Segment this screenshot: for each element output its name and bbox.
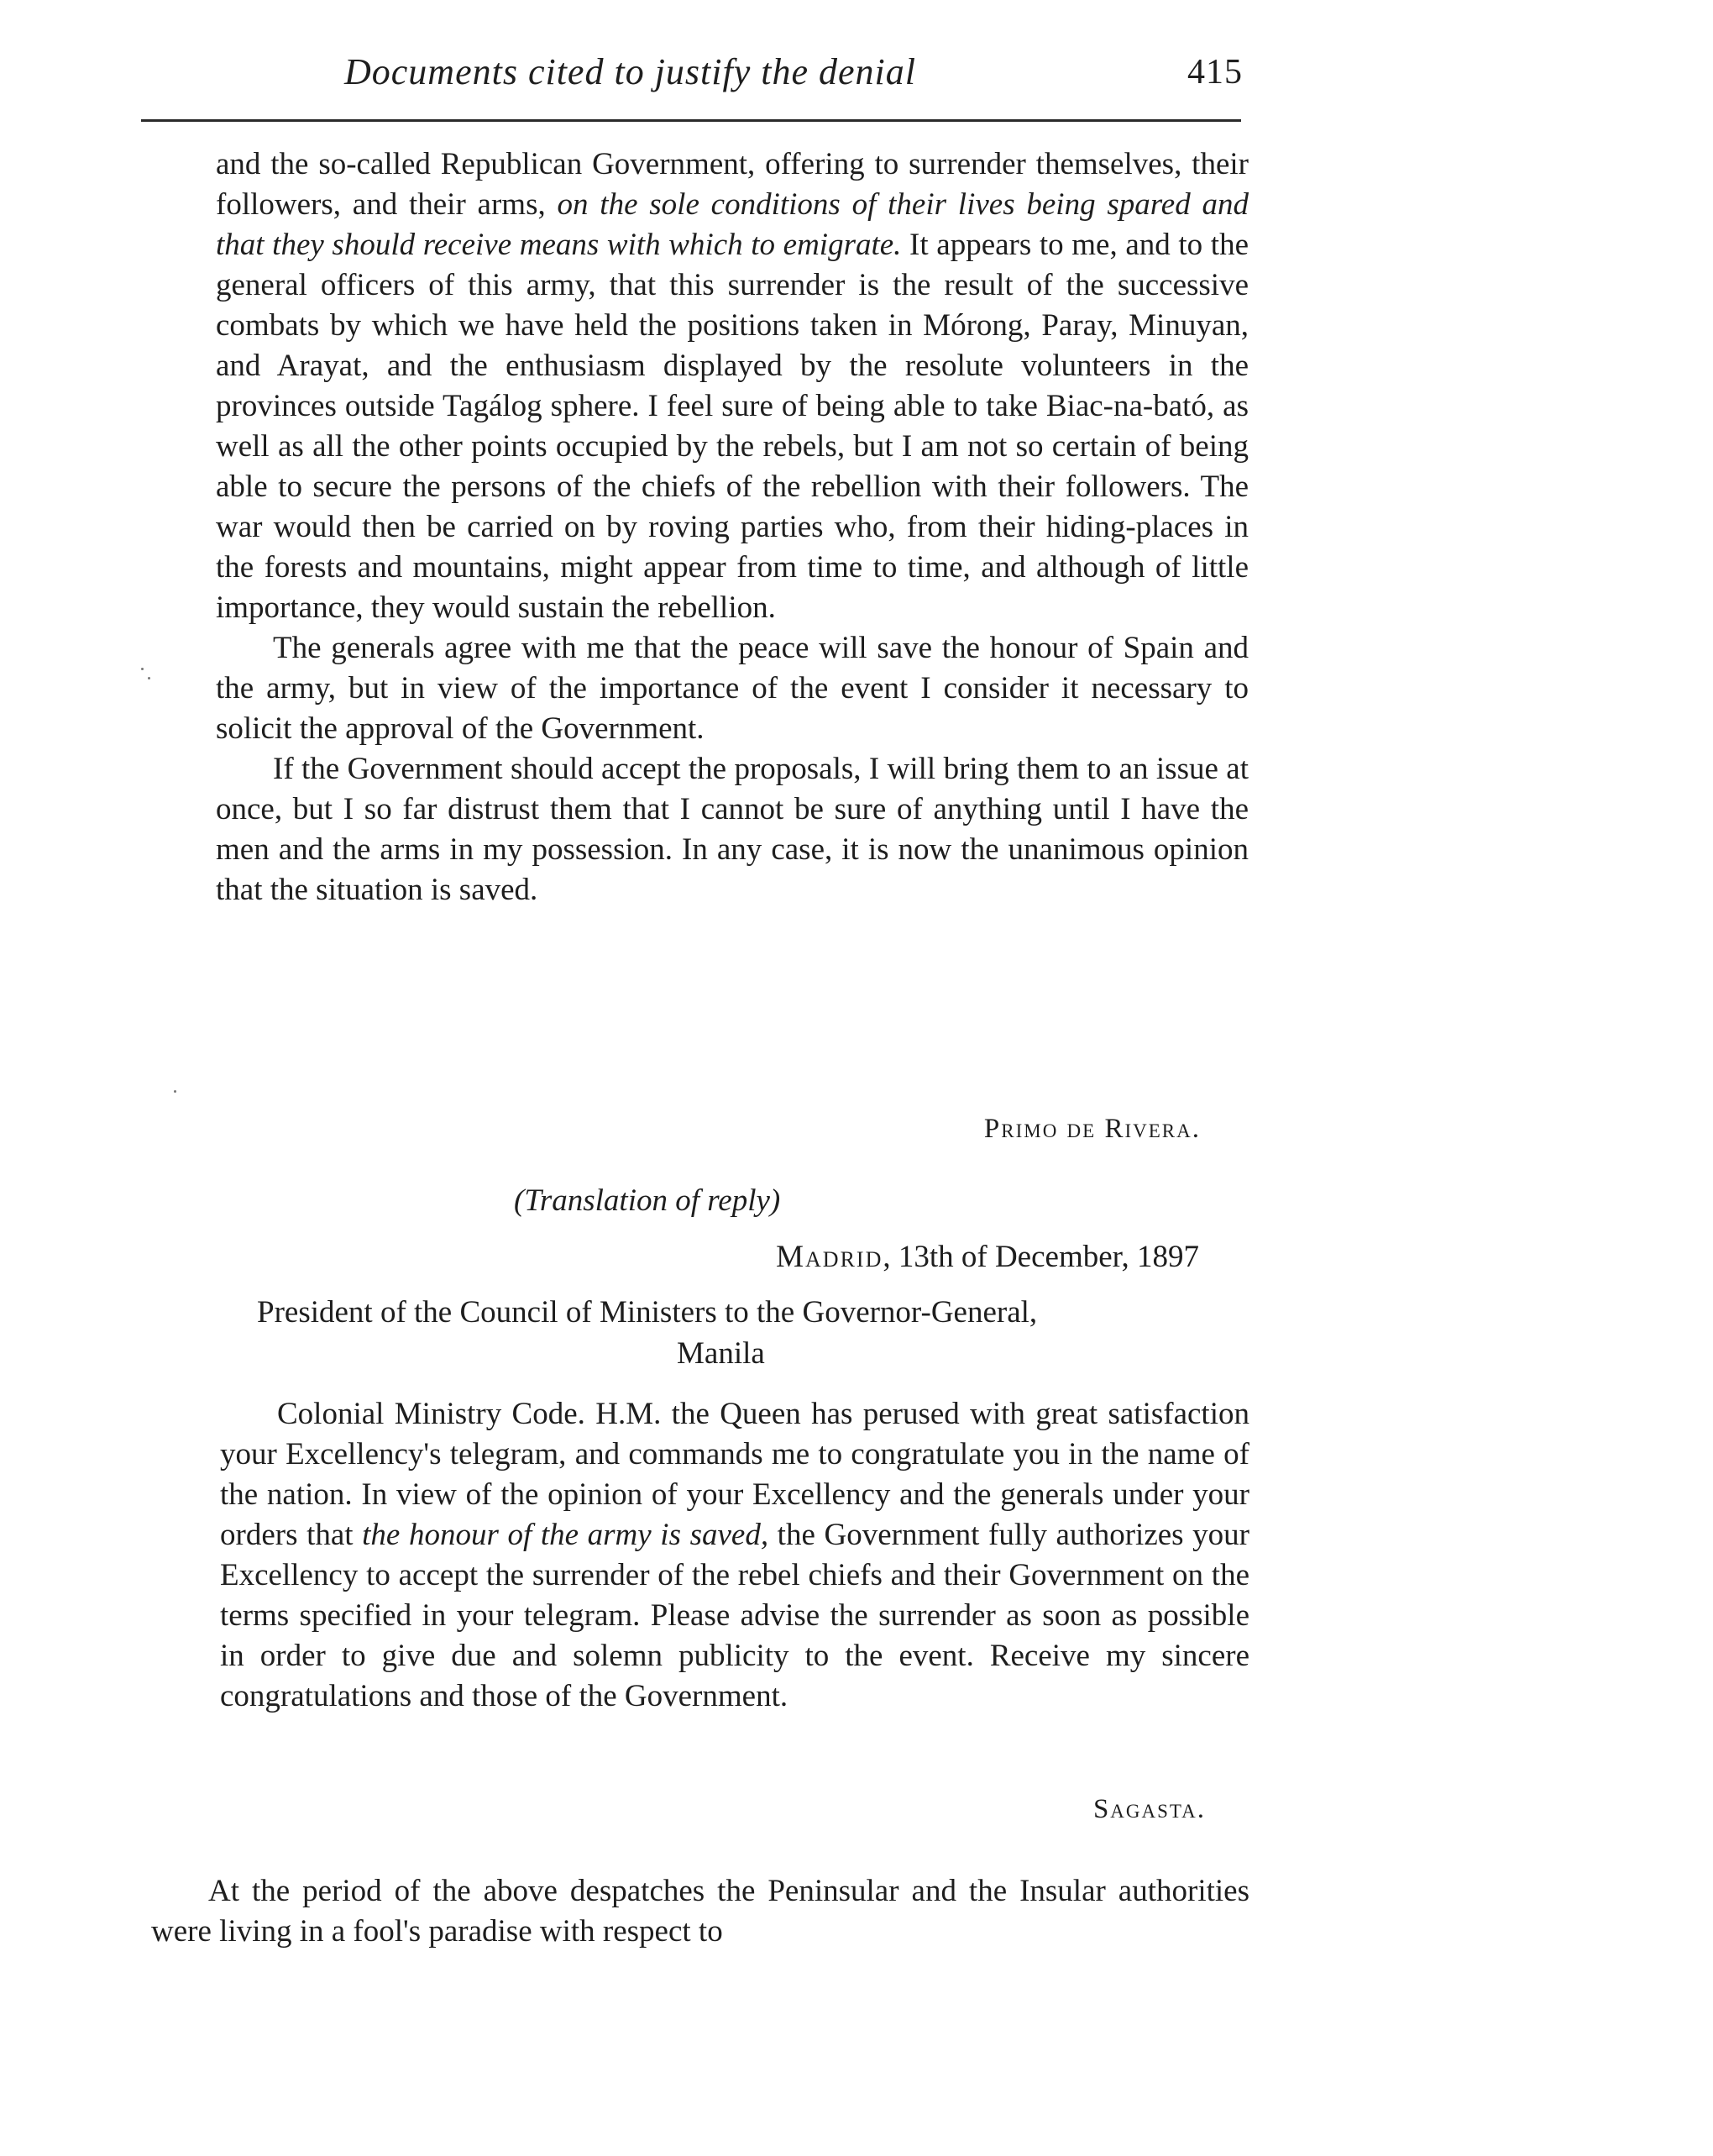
print-speck: [141, 668, 144, 670]
print-speck: [148, 677, 150, 679]
closing-paragraph: At the period of the above despatches the Peninsular and the Insular authorities were living in a fool's paradise with respect to: [151, 1874, 1249, 1949]
telegram-signature: Primo de Rivera.: [983, 1114, 1201, 1144]
running-header: [344, 50, 1243, 109]
reply-dateline: [776, 1239, 1199, 1275]
reply-signature: Sagasta.: [1092, 1794, 1206, 1824]
telegram-paragraph-2: The generals agree with me that the peace will save the honour of Spain and the army, but in view of the importance of the event I consider it necessary to solicit the approval of the Government.: [216, 631, 1249, 746]
telegram-emphasis: on the sole conditions of their lives being spared and that they should receive means with which to emigrate.: [216, 187, 1249, 262]
page-number: 415: [1187, 53, 1243, 92]
running-title: Documents cited to justify the denial: [344, 51, 916, 92]
reply-body: Colonial Ministry Code. H.M. the Queen has perused with great satisfaction your Excellency's telegram, and commands me to congratulate you in the name of the nation. In view of the opinion of your Excellency and the generals under your orders that the honour of the army is saved, the Government fully authorizes your Excellency to accept the surrender of the rebel chiefs and their Government on the terms specified in your telegram. Please advise the surrender as soon as possible in order to give due and solemn publicity to the event. Receive my sincere congratulations and those of the Government.: [220, 1397, 1249, 1713]
reply-place: Madrid: [776, 1240, 883, 1274]
header-rule: [141, 119, 1241, 122]
reply-date: , 13th of December, 1897: [883, 1240, 1199, 1274]
telegram-body: [216, 144, 1249, 910]
telegram-paragraph-3: If the Government should accept the proposals, I will bring them to an issue at once, but I so far distrust them that I cannot be sure of anything until I have the men and the arms in my possession. In any case, it is now the unanimous opinion that the situation is saved.: [216, 752, 1249, 907]
reply-emphasis: the honour of the army is saved,: [362, 1518, 769, 1552]
reply-address-line-2: Manila: [677, 1336, 765, 1371]
reply-address-line-1: President of the Council of Ministers to the Governor-General,: [257, 1295, 1038, 1330]
telegram-paragraph-1: and the so-called Republican Government, offering to surrender themselves, their followers, and their arms, on the sole conditions of their lives being spared and that they should receive means with which to emigrate. It appears to me, and to the general officers of this army, that this surrender is the result of the successive combats by which we have held the positions taken in Mórong, Paray, Minuyan, and Arayat, and the enthusiasm displayed by the resolute volunteers in the provinces outside Tagálog sphere. I feel sure of being able to take Biac-na-bató, as well as all the other points occupied by the rebels, but I am not so certain of being able to secure the persons of the chiefs of the rebellion with their followers. The war would then be carried on by roving parties who, from their hiding-places in the forests and mountains, might appear from time to time, and although of little importance, they would sustain the rebellion.: [216, 147, 1249, 625]
reply-heading: (Translation of reply): [514, 1183, 781, 1218]
print-speck: [174, 1090, 176, 1093]
